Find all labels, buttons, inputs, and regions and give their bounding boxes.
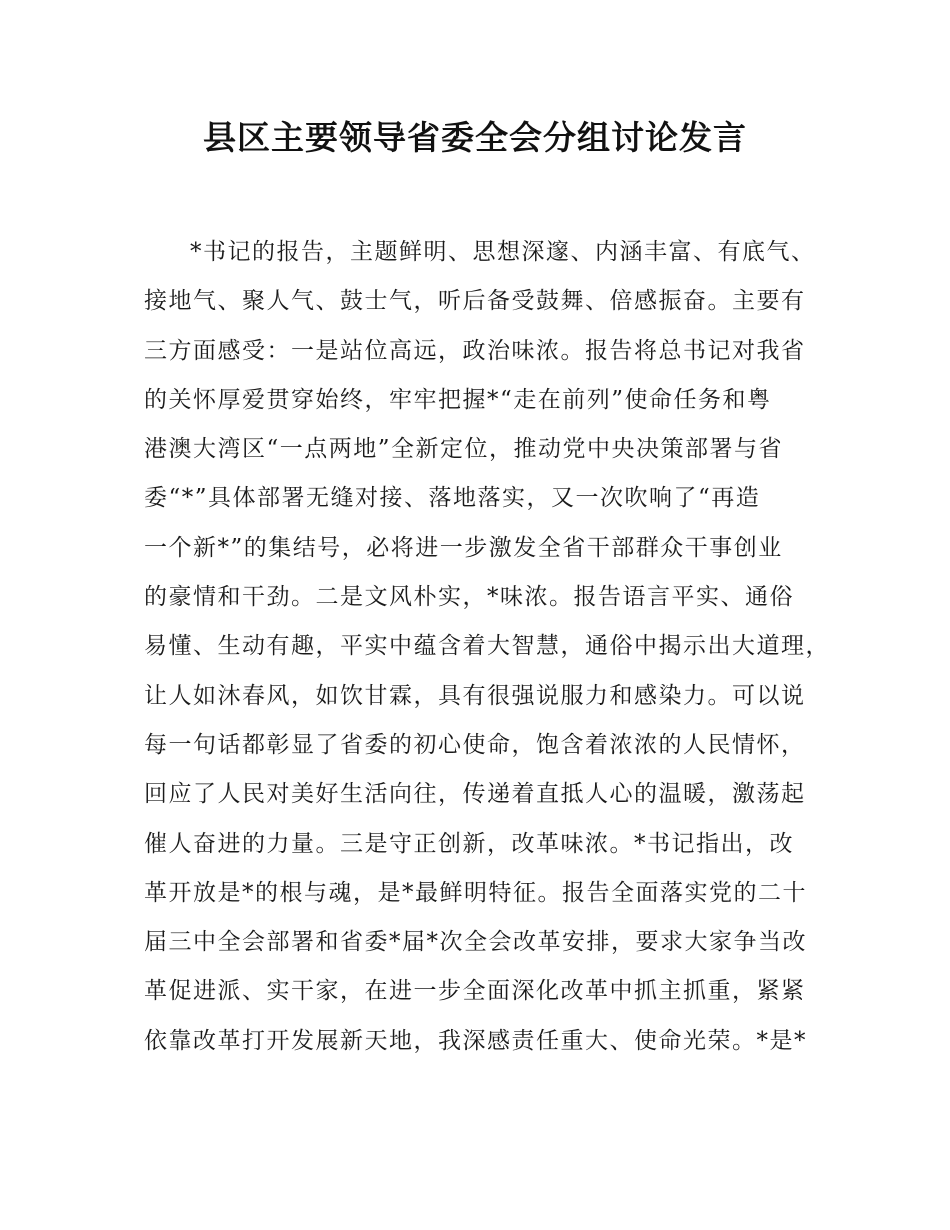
document-body: [144, 228, 834, 1066]
body-line: 一个新*”的集结号，必将进一步激发全省干部群众干事创业: [144, 534, 783, 561]
body-line: 让人如沐春风，如饮甘霖，具有很强说服力和感染力。可以说: [144, 682, 806, 709]
body-line: 的豪情和干劲。二是文风朴实，*味浓。报告语言平实、通俗: [144, 584, 794, 611]
body-line: *书记的报告，主题鲜明、思想深邃、内涵丰富、有底气、: [190, 239, 816, 265]
body-line: 易懂、生动有趣，平实中蕴含着大智慧，通俗中揭示出大道理，: [144, 633, 830, 660]
body-line: 届三中全会部署和省委*届*次全会改革安排，要求大家争当改: [144, 929, 807, 956]
body-line: 委“*”具体部署无缝对接、落地落实，又一次吹响了“再造: [144, 485, 761, 512]
body-line: 回应了人民对美好生活向往，传递着直抵人心的温暖，激荡起: [144, 781, 806, 808]
body-line: 依靠改革打开发展新天地，我深感责任重大、使命光荣。*是*: [144, 1027, 807, 1054]
body-line: 三方面感受：一是站位高远，政治味浓。报告将总书记对我省: [144, 337, 806, 364]
document-title: 县区主要领导省委全会分组讨论发言: [203, 118, 747, 157]
body-line: 每一句话都彰显了省委的初心使命，饱含着浓浓的人民情怀，: [144, 731, 806, 758]
body-line: 的关怀厚爱贯穿始终，牢牢把握*“走在前列”使命任务和粤: [144, 386, 772, 413]
body-line: 革开放是*的根与魂，是*最鲜明特征。报告全面落实党的二十: [144, 879, 807, 906]
body-line: 港澳大湾区“一点两地”全新定位，推动党中央决策部署与省: [144, 436, 784, 463]
body-line: 接地气、聚人气、鼓士气，听后备受鼓舞、倍感振奋。主要有: [144, 288, 806, 315]
body-line: 催人奋进的力量。三是守正创新，改革味浓。*书记指出，改: [144, 830, 794, 857]
body-line: 革促进派、实干家，在进一步全面深化改革中抓主抓重，紧紧: [144, 978, 806, 1005]
